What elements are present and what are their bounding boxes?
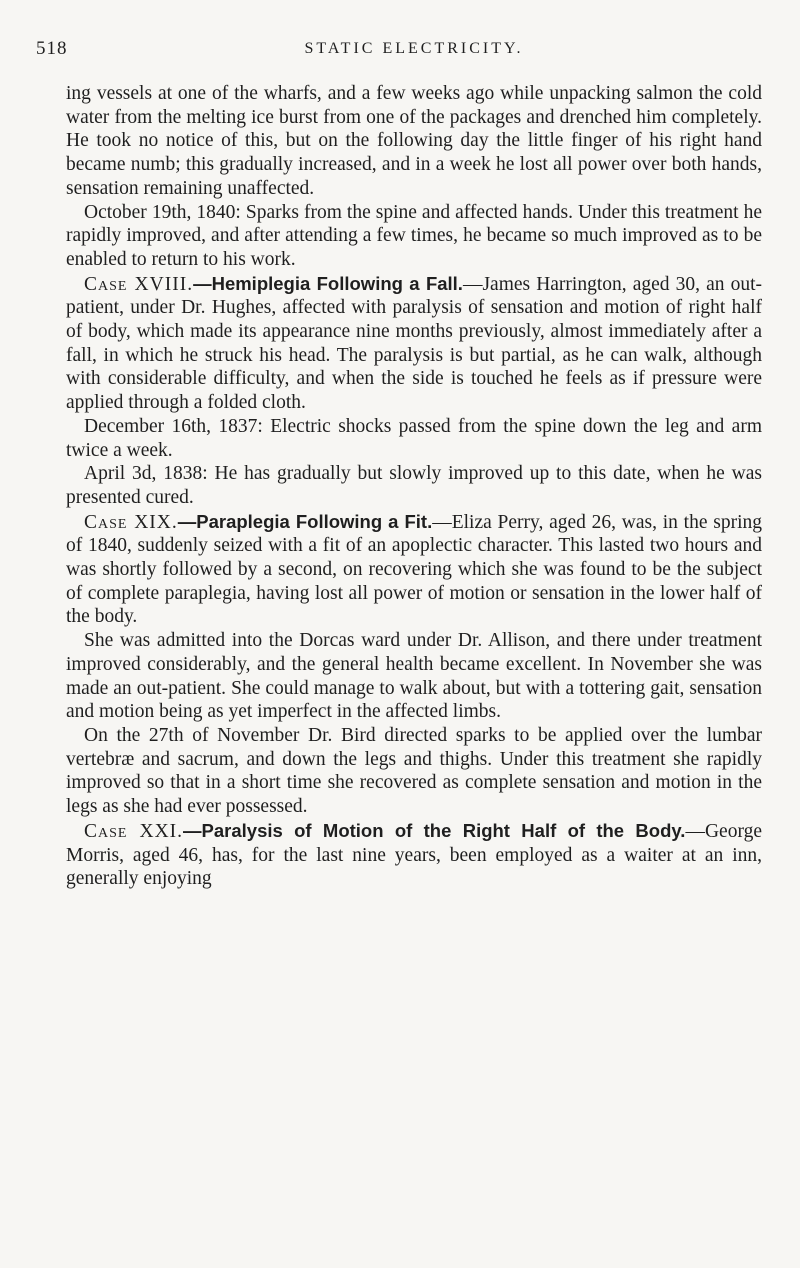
paragraph-december-entry: [66, 415, 762, 462]
case-label: Case XXI.: [84, 820, 184, 842]
paragraph-text: —George Morris, aged 46, has, for the last nine years, been employed as a waiter at an inn, generally enjoying: [66, 820, 762, 890]
paragraph-text: —Eliza Perry, aged 26, was, in the spring of 1840, suddenly seized with a fit of an apoplectic character. This lasted two hours and was shortly followed by a second, on recovering which she was found to be the subject of complete paraplegia, having lost all power of motion or sensation in the lower half of the body.: [66, 511, 762, 628]
paragraph-text: December 16th, 1837: Electric shocks passed from the spine down the leg and arm twice a week.: [66, 415, 762, 461]
running-head: [36, 38, 762, 72]
paragraph-continuation: [66, 82, 762, 201]
case-xxi-paragraph: [66, 819, 762, 891]
case-xix-paragraph: [66, 510, 762, 630]
case-label: Case XIX.: [84, 511, 178, 533]
case-title: —Hemiplegia Following a Fall.: [193, 272, 463, 294]
case-xviii-paragraph: [66, 272, 762, 415]
paragraph-text: October 19th, 1840: Sparks from the spine and affected hands. Under this treatment he rapidly improved, and after attending a few times, he became so much improved as to be enabled to return to his work.: [66, 201, 762, 270]
page-number: 518: [36, 38, 68, 59]
paragraph-text: On the 27th of November Dr. Bird directed sparks to be applied over the lumbar vertebræ and sacrum, and down the legs and thighs. Under this treatment she rapidly improved so that in a short time she recovered as complete sensation and motion in the legs as she had ever possessed.: [66, 724, 762, 818]
paragraph-text: —James Harrington, aged 30, an out-patient, under Dr. Hughes, affected with paralysis of sensation and motion of right half of body, which made its appearance nine months previously, almost immediately after a fall, in which he struck his head. The paralysis is but partial, as he can walk, although with considerable difficulty, and when the side is touched he feels as if pressure were applied through a folded cloth.: [66, 273, 762, 414]
paragraph-november-entry: [66, 724, 762, 819]
case-title: —Paralysis of Motion of the Right Half of the Body.: [183, 819, 686, 841]
running-title: STATIC ELECTRICITY.: [304, 40, 524, 57]
paragraph-text: ing vessels at one of the wharfs, and a few weeks ago while unpacking salmon the cold water from the melting ice burst from one of the packages and drenched him completely. He took no notice of this, but on the following day the little finger of his right hand became numb; this gradually increased, and in a week he lost all power over both hands, sensation remaining unaffected.: [66, 83, 762, 199]
paragraph-dorcas-ward: [66, 629, 762, 724]
case-title: —Paraplegia Following a Fit.: [177, 510, 433, 532]
paragraph-text: She was admitted into the Dorcas ward under Dr. Allison, and there under treatment improved considerably, and the general health became excellent. In November she was made an out-patient. She could manage to walk about, but with a tottering gait, sensation and motion being as yet imperfect in the affected limbs.: [66, 630, 762, 723]
case-label: Case XVIII.: [84, 273, 194, 295]
paragraph-text: April 3d, 1838: He has gradually but slowly improved up to this date, when he was presented cured.: [66, 463, 762, 508]
paragraph-october-entry: [66, 201, 762, 272]
body-text: [66, 82, 762, 891]
paragraph-april-entry: [66, 462, 762, 509]
